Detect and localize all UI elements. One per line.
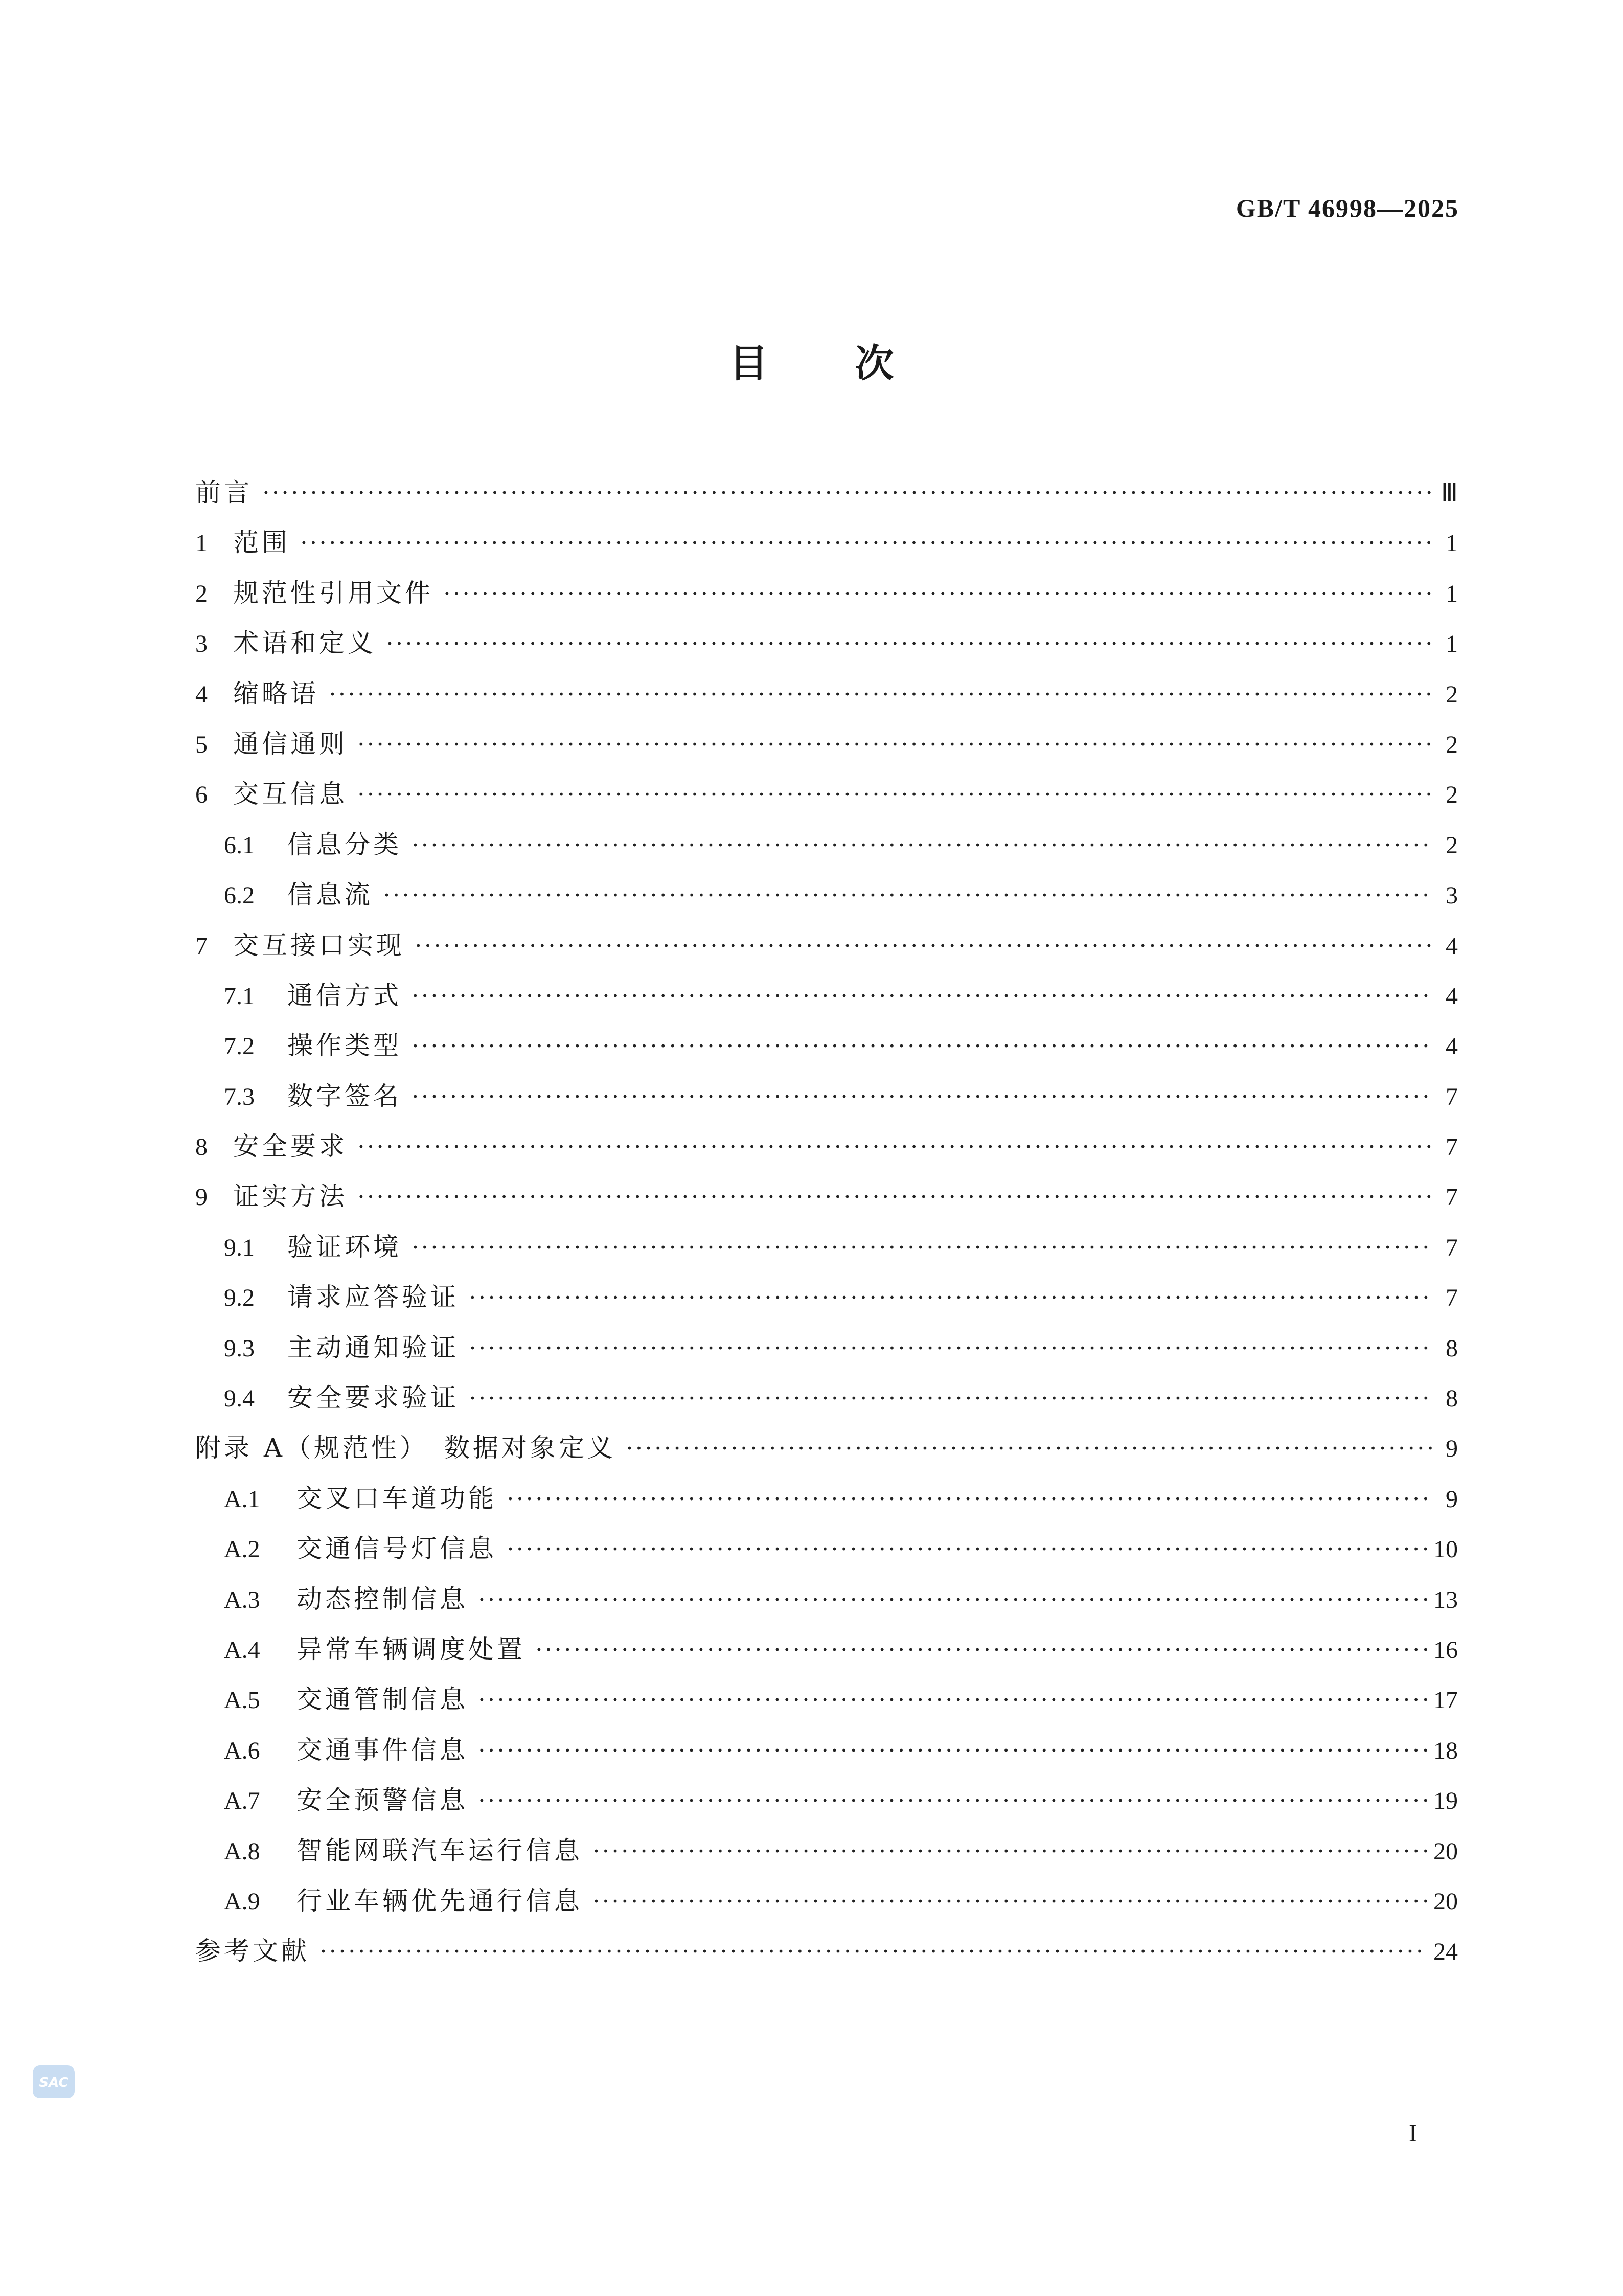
svg-text:SAC: SAC xyxy=(39,2075,68,2090)
toc-entry[interactable] xyxy=(195,1373,1458,1423)
dot-leader xyxy=(468,1323,1432,1373)
toc-entry-number: 9.4 xyxy=(224,1385,255,1413)
toc-entry-label: 安全要求 xyxy=(233,1131,348,1162)
toc-entry-page: 4 xyxy=(1446,932,1458,960)
toc-entry-page: 7 xyxy=(1446,1184,1458,1211)
toc-entry-page: 16 xyxy=(1433,1636,1458,1664)
toc-entry[interactable] xyxy=(195,1071,1458,1121)
dot-leader xyxy=(535,1624,1428,1674)
toc-entry-number: 5 xyxy=(195,731,208,758)
toc-entry-label: 验证环境 xyxy=(287,1232,402,1262)
toc-entry[interactable] xyxy=(195,1674,1458,1724)
toc-entry-page: 2 xyxy=(1446,831,1458,859)
toc-entry-number: 9 xyxy=(195,1184,208,1211)
toc-entry[interactable] xyxy=(195,1222,1458,1272)
toc-entry-label: 证实方法 xyxy=(233,1181,348,1212)
toc-entry-number: A.4 xyxy=(224,1636,260,1664)
toc-entry-page: 1 xyxy=(1446,580,1458,607)
toc-entry-page: 17 xyxy=(1433,1687,1458,1714)
toc-entry-label: 数字签名 xyxy=(287,1081,402,1111)
toc-entry-number: 3 xyxy=(195,630,208,658)
toc-title-char-2: 次 xyxy=(855,340,894,386)
toc-entry-page: 4 xyxy=(1446,982,1458,1010)
dot-leader xyxy=(357,1121,1432,1171)
dot-leader xyxy=(477,1574,1428,1624)
toc-entry-page: 8 xyxy=(1446,1385,1458,1413)
toc-entry-number: 7.2 xyxy=(224,1033,255,1060)
toc-entry[interactable] xyxy=(195,1171,1458,1221)
toc-entry[interactable] xyxy=(195,1423,1458,1473)
toc-entry[interactable] xyxy=(195,467,1458,517)
toc-entry-number: A.5 xyxy=(224,1687,260,1714)
toc-entry-label: 交通信号灯信息 xyxy=(296,1534,497,1564)
toc-entry-number: 6 xyxy=(195,781,208,809)
toc-entry-label: 通信通则 xyxy=(233,729,348,759)
toc-entry-label: 缩略语 xyxy=(233,678,319,709)
toc-entry-label: 动态控制信息 xyxy=(296,1584,468,1614)
toc-entry-number: 2 xyxy=(195,580,208,607)
table-of-contents xyxy=(195,467,1458,1976)
toc-entry-page: 8 xyxy=(1446,1334,1458,1362)
toc-entry-number: A.8 xyxy=(224,1837,260,1865)
toc-entry-number: 6.2 xyxy=(224,882,255,910)
toc-entry-label: 通信方式 xyxy=(287,980,402,1010)
dot-leader xyxy=(385,618,1432,668)
toc-entry-page: 9 xyxy=(1446,1435,1458,1463)
toc-entry[interactable] xyxy=(195,820,1458,870)
toc-title xyxy=(0,332,1623,388)
dot-leader xyxy=(477,1775,1428,1825)
toc-entry-label: 术语和定义 xyxy=(233,628,376,658)
dot-leader xyxy=(411,1071,1432,1121)
toc-entry-label: 主动通知验证 xyxy=(287,1332,459,1362)
toc-entry[interactable] xyxy=(195,1272,1458,1322)
dot-leader xyxy=(357,769,1432,819)
dot-leader xyxy=(411,1020,1432,1071)
dot-leader xyxy=(357,719,1432,769)
toc-entry-page: 19 xyxy=(1433,1787,1458,1815)
toc-entry[interactable] xyxy=(195,1876,1458,1926)
toc-entry-page: 7 xyxy=(1446,1133,1458,1161)
dot-leader xyxy=(300,517,1432,567)
dot-leader xyxy=(411,1222,1432,1272)
toc-entry[interactable] xyxy=(195,1574,1458,1624)
toc-entry-number: A.6 xyxy=(224,1737,260,1764)
toc-entry-number: 7.3 xyxy=(224,1083,255,1110)
toc-entry[interactable] xyxy=(195,1926,1458,1976)
toc-entry-page: 20 xyxy=(1433,1837,1458,1865)
toc-entry-page: Ⅲ xyxy=(1441,480,1458,507)
toc-entry-page: 4 xyxy=(1446,1033,1458,1060)
toc-entry[interactable] xyxy=(195,970,1458,1020)
toc-entry-number: A.3 xyxy=(224,1586,260,1613)
toc-entry[interactable] xyxy=(195,920,1458,970)
toc-entry-page: 18 xyxy=(1433,1737,1458,1764)
toc-entry-number: 4 xyxy=(195,680,208,708)
toc-entry[interactable] xyxy=(195,719,1458,769)
toc-entry[interactable] xyxy=(195,1826,1458,1876)
toc-entry-label: 交互接口实现 xyxy=(233,930,405,960)
toc-entry-page: 7 xyxy=(1446,1284,1458,1312)
toc-entry-page: 1 xyxy=(1446,530,1458,557)
dot-leader xyxy=(468,1373,1432,1423)
toc-entry[interactable] xyxy=(195,1524,1458,1574)
toc-entry-label: 安全预警信息 xyxy=(296,1785,468,1815)
toc-entry-label: 参考文献 xyxy=(195,1936,310,1966)
toc-entry-label: 信息分类 xyxy=(287,829,402,859)
dot-leader xyxy=(506,1524,1428,1574)
toc-entry[interactable] xyxy=(195,1323,1458,1373)
toc-entry[interactable] xyxy=(195,618,1458,668)
standard-code: GB/T 46998—2025 xyxy=(1236,194,1459,222)
toc-entry-page: 2 xyxy=(1446,731,1458,758)
toc-entry-number: 1 xyxy=(195,530,208,557)
toc-entry-number: 7.1 xyxy=(224,982,255,1010)
dot-leader xyxy=(262,467,1432,517)
toc-entry-label: 范围 xyxy=(233,528,290,558)
toc-entry-number: A.1 xyxy=(224,1485,260,1513)
dot-leader xyxy=(468,1272,1432,1322)
toc-entry-page: 7 xyxy=(1446,1083,1458,1110)
toc-entry-page: 9 xyxy=(1446,1485,1458,1513)
toc-entry-page: 1 xyxy=(1446,630,1458,658)
toc-entry-number: 8 xyxy=(195,1133,208,1161)
dot-leader xyxy=(477,1725,1428,1775)
toc-entry-label: 附录 A（规范性） 数据对象定义 xyxy=(195,1433,616,1463)
dot-leader xyxy=(477,1674,1428,1724)
dot-leader xyxy=(625,1423,1432,1473)
toc-entry-number: A.2 xyxy=(224,1536,260,1563)
toc-entry[interactable] xyxy=(195,1020,1458,1071)
dot-leader xyxy=(328,669,1432,719)
toc-entry[interactable] xyxy=(195,517,1458,567)
toc-entry-number: 6.1 xyxy=(224,831,255,859)
toc-entry[interactable] xyxy=(195,1473,1458,1524)
dot-leader xyxy=(443,568,1432,618)
toc-entry-number: A.7 xyxy=(224,1787,260,1815)
toc-entry-page: 20 xyxy=(1433,1888,1458,1915)
toc-entry-label: 行业车辆优先通行信息 xyxy=(296,1885,583,1916)
dot-leader xyxy=(592,1826,1428,1876)
toc-entry-number: 9.3 xyxy=(224,1334,255,1362)
toc-entry-label: 前言 xyxy=(195,478,253,507)
toc-entry-number: 9.1 xyxy=(224,1234,255,1261)
toc-entry-label: 交互信息 xyxy=(233,779,348,809)
page-number: I xyxy=(1409,2120,1417,2147)
toc-entry[interactable] xyxy=(195,1725,1458,1775)
dot-leader xyxy=(592,1876,1428,1926)
dot-leader xyxy=(357,1171,1432,1221)
toc-entry-number: 9.2 xyxy=(224,1284,255,1312)
toc-entry[interactable] xyxy=(195,669,1458,719)
dot-leader xyxy=(319,1926,1428,1976)
toc-title-char-1: 目 xyxy=(729,340,768,386)
toc-entry-label: 安全要求验证 xyxy=(287,1383,459,1413)
toc-entry[interactable] xyxy=(195,870,1458,920)
toc-entry-page: 10 xyxy=(1433,1536,1458,1563)
toc-entry-page: 7 xyxy=(1446,1234,1458,1261)
toc-entry-label: 请求应答验证 xyxy=(287,1282,459,1312)
toc-entry-number: A.9 xyxy=(224,1888,260,1915)
toc-entry-label: 异常车辆调度处置 xyxy=(296,1634,525,1664)
dot-leader xyxy=(414,920,1432,970)
toc-entry-page: 2 xyxy=(1446,781,1458,809)
toc-entry[interactable] xyxy=(195,1624,1458,1674)
toc-entry-label: 交通管制信息 xyxy=(296,1685,468,1715)
toc-entry-number: 7 xyxy=(195,932,208,960)
dot-leader xyxy=(411,820,1432,870)
toc-entry-page: 24 xyxy=(1433,1938,1458,1966)
toc-entry[interactable] xyxy=(195,1121,1458,1171)
toc-entry-label: 规范性引用文件 xyxy=(233,578,433,608)
sac-logo xyxy=(32,2063,76,2100)
toc-entry-label: 操作类型 xyxy=(287,1031,402,1061)
dot-leader xyxy=(382,870,1432,920)
toc-entry-page: 2 xyxy=(1446,680,1458,708)
toc-entry-label: 交通事件信息 xyxy=(296,1735,468,1765)
toc-entry[interactable] xyxy=(195,568,1458,618)
toc-entry-label: 交叉口车道功能 xyxy=(296,1483,497,1513)
toc-entry-page: 3 xyxy=(1446,882,1458,910)
dot-leader xyxy=(411,970,1432,1020)
dot-leader xyxy=(506,1473,1432,1524)
toc-entry-label: 信息流 xyxy=(287,880,373,910)
toc-entry-label: 智能网联汽车运行信息 xyxy=(296,1835,583,1866)
toc-entry[interactable] xyxy=(195,769,1458,819)
toc-entry[interactable] xyxy=(195,1775,1458,1825)
toc-entry-page: 13 xyxy=(1433,1586,1458,1613)
